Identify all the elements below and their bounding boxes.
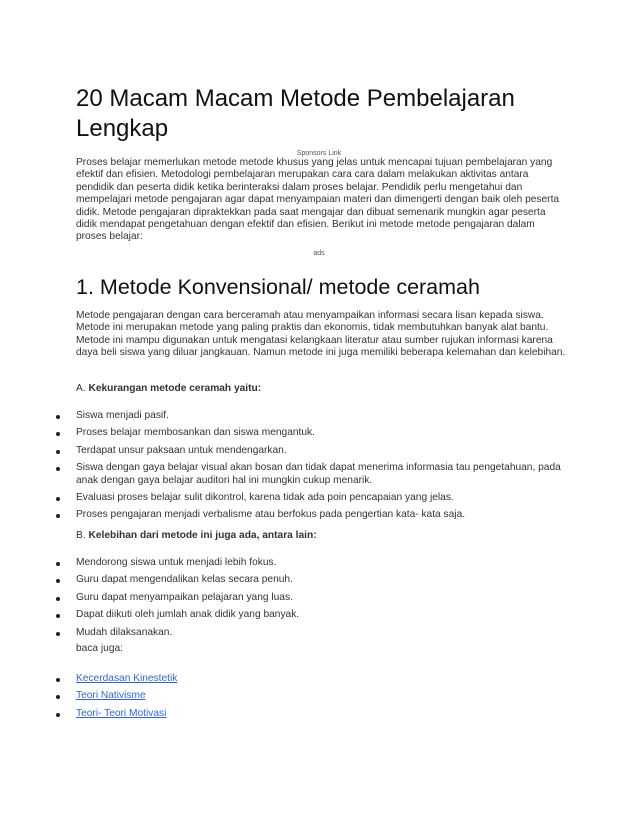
- list-item: [0, 592, 600, 604]
- list-item-text: Siswa dengan gaya belajar visual akan bosan dan tidak dapat menerima informasia tau pengetahuan, pada anak dengan gaya belajar auditori hal ini mungkin cukup menarik.: [76, 462, 561, 486]
- list-item-text: Guru dapat mengendalikan kelas secara penuh.: [76, 574, 293, 586]
- sponsor-label: Sponsors Link: [296, 150, 342, 157]
- bullet-icon: [56, 562, 60, 566]
- link-kecerdasan-kinestetik[interactable]: Kecerdasan Kinestetik: [76, 673, 178, 684]
- related-links-list: [0, 673, 600, 725]
- list-item-text: Proses pengajaran menjadi verbalisme atau berfokus pada pengertian kata- kata saja.: [76, 509, 466, 521]
- list-item-text: Proses belajar membosankan dan siswa mengantuk.: [76, 427, 315, 439]
- bullet-icon: [56, 614, 60, 618]
- list-item-text: Dapat diikuti oleh jumlah anak didik yang banyak.: [76, 609, 300, 621]
- section-heading: 1. Metode Konvensional/ metode ceramah: [76, 275, 480, 299]
- list-item-text: Mendorong siswa untuk menjadi lebih fokus.: [76, 557, 277, 568]
- intro-paragraph: Proses belajar memerlukan metode metode khusus yang jelas untuk mencapai tujuan pembelajaran yang efektif dan efisien. Metodologi pembelajaran merupakan cara cara dalam melakukan aktivitas antara pendidik dan peserta didik ketika berinteraksi dalam proses belajar. Pendidik perlu mengetahui dan mempelajari metode pengajaran agar dapat menyampaian materi dan dimengerti dengan baik oleh peserta didik. Metode pengajaran dipraktekkan pada saat mengajar dan dibuat semenarik mungkin agar peserta didik mendapat pengetahuan dengan efektif dan efisien. Berikut ini metode metode pengajaran dalam proses belajar:: [76, 157, 560, 243]
- kelebihan-list: [0, 557, 600, 644]
- list-item: [0, 557, 600, 569]
- list-item-text: Mudah dilaksanakan.: [76, 626, 173, 638]
- list-item-text: Evaluasi proses belajar sulit dikontrol, karena tidak ada poin pencapaian yang jelas.: [76, 492, 454, 504]
- kelebihan-prefix: B.: [76, 530, 89, 541]
- list-item: [0, 673, 600, 685]
- kekurangan-title: Kekurangan metode ceramah yaitu:: [88, 383, 262, 394]
- kekurangan-list: [0, 410, 600, 527]
- bullet-icon: [56, 497, 60, 501]
- ads-label: ads: [313, 250, 325, 257]
- list-item: [0, 627, 600, 639]
- list-item: [0, 708, 600, 720]
- baca-juga-label: baca juga:: [76, 643, 124, 654]
- list-item: [0, 574, 600, 586]
- kekurangan-prefix: A.: [76, 383, 89, 394]
- kelebihan-title: Kelebihan dari metode ini juga ada, antara lain:: [88, 530, 317, 541]
- bullet-icon: [56, 695, 60, 699]
- list-item: [0, 462, 566, 487]
- bullet-icon: [56, 597, 60, 601]
- list-item-text: Siswa menjadi pasif.: [76, 410, 169, 421]
- bullet-icon: [56, 450, 60, 454]
- page-title: 20 Macam Macam Metode Pembelajaran Lengkap: [76, 85, 515, 142]
- list-item: [0, 509, 600, 521]
- bullet-icon: [56, 678, 60, 682]
- bullet-icon: [56, 415, 60, 419]
- bullet-icon: [56, 579, 60, 583]
- list-item: [0, 445, 600, 457]
- bullet-icon: [56, 713, 60, 717]
- kelebihan-subheading: [76, 529, 317, 542]
- kekurangan-subheading: [76, 382, 261, 395]
- bullet-icon: [56, 432, 60, 436]
- bullet-icon: [56, 514, 60, 518]
- bullet-icon: [56, 632, 60, 636]
- list-item: [0, 492, 600, 504]
- list-item: [0, 410, 600, 422]
- bullet-icon: [56, 467, 60, 471]
- link-teori-motivasi[interactable]: Teori- Teori Motivasi: [76, 707, 167, 719]
- list-item-text: Guru dapat menyampaikan pelajaran yang luas.: [76, 591, 293, 603]
- list-item: [0, 427, 600, 439]
- list-item: [0, 690, 600, 702]
- link-teori-nativisme[interactable]: Teori Nativisme: [76, 690, 146, 702]
- list-item-text: Terdapat unsur paksaan untuk mendengarkan.: [76, 444, 287, 456]
- list-item: [0, 609, 600, 621]
- section-paragraph: Metode pengajaran dengan cara berceramah atau menyampaikan informasi secara lisan kepada siswa. Metode ini merupakan metode yang paling praktis dan ekonomis, tidak membutuhkan banyak alat bantu. Metode ini mampu digunakan untuk mengatasi kelangkaan literatur atau sumber rujukan informasi karena daya beli siswa yang diluar jangkauan. Namun metode ini juga memiliki beberapa kelemahan dan kelebihan.: [76, 310, 566, 359]
